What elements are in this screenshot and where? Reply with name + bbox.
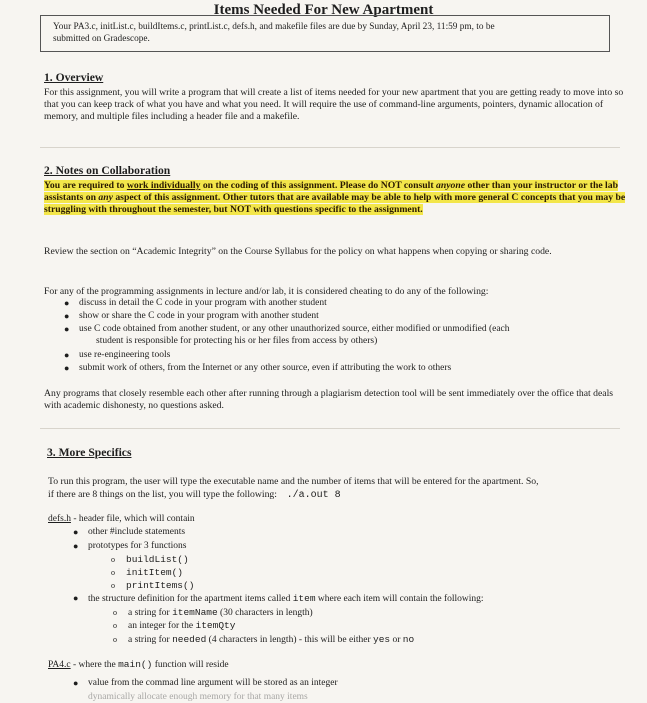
function-item: o printItems() — [111, 580, 195, 591]
cheat-intro: For any of the programming assignments in lecture and/or lab, it is considered cheating to do any of the following: — [44, 286, 489, 297]
divider — [40, 147, 620, 148]
run-text-1: To run this program, the user will type the executable name and the number of items that will be entered for the apartment. So, — [48, 476, 539, 487]
overview-text: For this assignment, you will write a program that will create a list of items needed for your new apartment that you are getting ready to move into so that you can keep track of what you have and what you need. It will require the use of command-line arguments, pointers, dynamic allocation of memory, and multiple files including a header file and a makefile. — [44, 87, 624, 122]
due-date-box — [40, 15, 610, 52]
field-item: o a string for itemName (30 characters in length) — [113, 607, 313, 618]
collab-highlighted-notice: You are required to work individually on the coding of this assignment. Please do NOT consult anyone other than your instructor or the lab assistants on any aspect of this assignment. Other tutors that are available may be able to help with more general C concepts that you may be struggling with throughout the semester, but NOT with questions specific to the assignment. — [44, 180, 626, 215]
list-item: ● other #include statements — [73, 527, 186, 537]
specifics-heading: 3. More Specifics — [47, 446, 132, 459]
pa4-filename: PA4.c — [48, 660, 71, 670]
list-item: ● prototypes for 3 functions — [73, 541, 187, 551]
list-item: ● the structure definition for the apartment items called item where each item will contain the following: — [73, 593, 484, 604]
divider — [40, 428, 620, 429]
collab-heading: 2. Notes on Collaboration — [44, 164, 171, 177]
review-text: Review the section on “Academic Integrity” on the Course Syllabus for the policy on what happens when copying or sharing code. — [44, 246, 552, 257]
defs-filename: defs.h — [48, 514, 71, 524]
pa4-line: PA4.c - where the main() function will reside — [48, 659, 229, 670]
overview-heading: 1. Overview — [44, 71, 104, 84]
field-item: o a string for needed (4 characters in length) - this will be either yes or no — [113, 634, 415, 645]
due-line-1: Your PA3.c, initList.c, buildItems.c, printList.c, defs.h, and makefile files are due by Sunday, April 23, 11:59 pm, to be — [53, 22, 495, 32]
cut-off-line: dynamically allocate enough memory for that many items — [88, 692, 308, 702]
field-item: o an integer for the itemQty — [113, 620, 236, 631]
defs-line: defs.h - header file, which will contain — [48, 514, 195, 524]
list-item-continuation: student is responsible for protecting his or her files from access by others) — [96, 336, 378, 346]
plagiarism-text: Any programs that closely resemble each other after running through a plagiarism detection tool will be sent immediately over the office that deals with academic dishonesty, no questions asked. — [44, 388, 614, 411]
list-item: ● submit work of others, from the Internet or any other source, even if attributing the work to others — [64, 363, 452, 373]
list-item: ● use re-engineering tools — [64, 350, 171, 360]
list-item: ● discuss in detail the C code in your program with another student — [64, 298, 327, 308]
due-line-2: submitted on Gradescope. — [53, 33, 150, 44]
list-item: ● value from the commad line argument will be stored as an integer — [73, 678, 338, 688]
list-item: ● use C code obtained from another student, or any other unauthorized source, either modified or unmodified (each — [64, 324, 510, 334]
run-command: ./a.out 8 — [286, 490, 341, 501]
page-title: Items Needed For New Apartment — [213, 2, 434, 18]
function-item: o buildList() — [111, 554, 189, 565]
run-text-2: if there are 8 things on the list, you will type the following: ./a.out 8 — [48, 489, 341, 501]
function-item: o initItem() — [111, 567, 184, 578]
list-item: ● show or share the C code in your program with another student — [64, 311, 319, 321]
